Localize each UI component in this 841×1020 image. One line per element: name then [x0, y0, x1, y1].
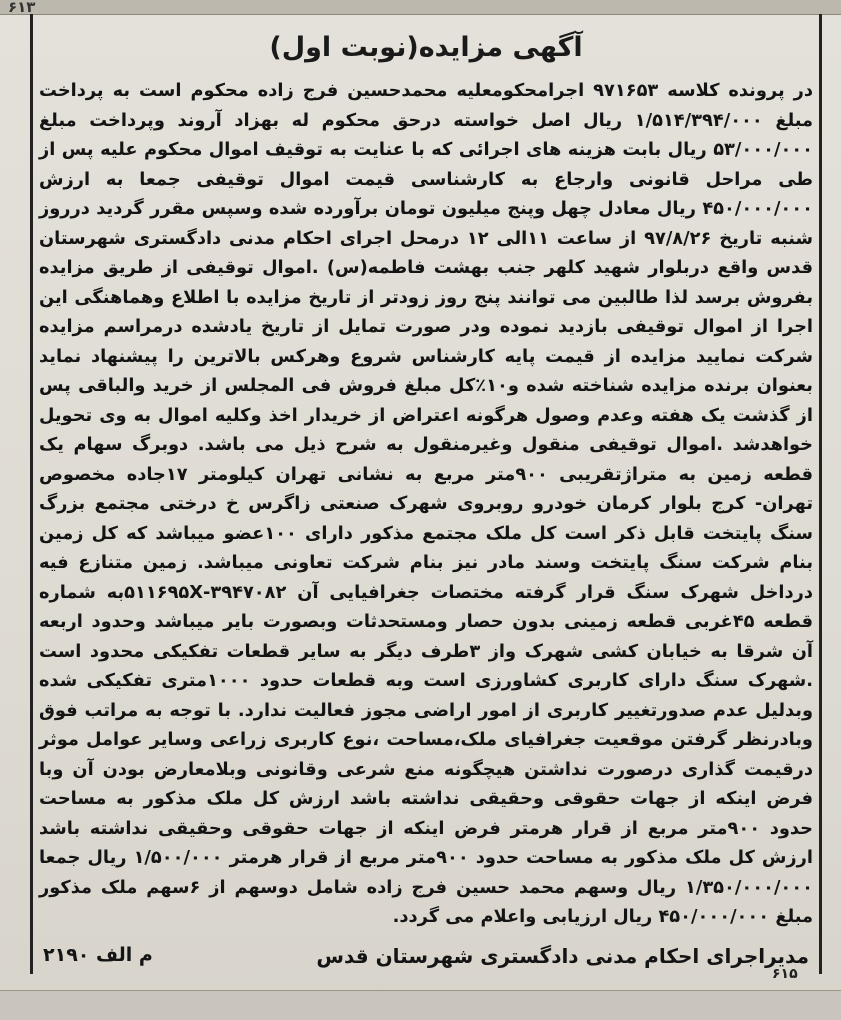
previous-ad-strip	[0, 0, 841, 15]
bottom-page-number: ۶۱۵	[772, 966, 798, 982]
ad-code: م الف ۲۱۹۰	[43, 944, 153, 966]
next-ad-strip	[0, 990, 841, 1020]
top-page-number: ۶۱۳	[8, 0, 36, 16]
signature-line: مدیراجرای احکام مدنی دادگستری شهرستان قدس	[316, 944, 809, 968]
notice-footer	[43, 944, 809, 974]
notice-body: در پرونده کلاسه ۹۷۱۶۵۳ اجرامحکومعلیه محمدحسین فرج زاده محکوم است به پرداخت مبلغ ۱/۵۱۴/۳۹۴/۰۰۰ ریال اصل خواسته درحق محکوم له بهزاد آروند وپرداخت مبلغ ۵۳/۰۰۰/۰۰۰ ریال بابت هزینه های اجرائی که با عنایت به توقیف اموال محکوم علیه پس از طی مراحل قانونی وارجاع به کارشناسی قیمت اموال توقیفی جمعا به ارزش ۴۵۰/۰۰۰/۰۰۰ ریال معادل چهل وپنج میلیون تومان برآورده شده وسپس مقرر گردید درروز شنبه تاریخ ۹۷/۸/۲۶ از ساعت ۱۱الی ۱۲ درمحل اجرای احکام مدنی دادگستری شهرستان قدس واقع دربلوار شهید کلهر جنب بهشت فاطمه(س) .اموال توقیفی از طریق مزایده بفروش برسد لذا طالبین می توانند پنج روز زودتر از تاریخ مزایده با اطلاع وهماهنگی این اجرا از اموال توقیفی بازدید نموده ودر صورت تمایل از تاریخ یادشده درمراسم مزایده شرکت نمایید مزایده از قیمت پایه کارشناس شروع وهرکس بالاترین را پیشنهاد نماید بعنوان برنده مزایده شناخته شده و۱۰٪کل مبلغ فروش فی المجلس از خرید والباقی پس از گذشت یک هفته وعدم وصول هرگونه اعتراض از خریدار اخذ وکلیه اموال به وی تحویل خواهدشد .اموال توقیفی منقول وغیرمنقول به شرح ذیل می باشد. دوبرگ سهام یک قطعه زمین به متراژتقریبی ۹۰۰متر مربع به نشانی تهران کیلومتر ۱۷جاده مخصوص تهران- کرج بلوار کرمان خودرو روبروی شهرک صنعتی زاگرس خ درختی مجتمع بزرگ سنگ پایتخت قابل ذکر است کل ملک مجتمع مذکور دارای ۱۰۰عضو میباشد که کل زمین بنام شرکت سنگ پایتخت وسند مادر نیز بنام شرکت تعاونی میباشد. زمین متنازع فیه درداخل شهرک سنگ قرار گرفته مختصات جغرافیایی آن ۳۹۴۷۰۸۲-۵۱۱۶۹۵Xبه شماره قطعه ۴۵غربی قطعه زمینی بدون حصار ومستحدثات وبصورت بایر میباشد وحدود اربعه آن شرقا به خیابان کشی شهرک واز ۳طرف دیگر به سایر قطعات تفکیکی محدود است .شهرک سنگ دارای کاربری کشاورزی است وبه قطعات حدود ۱۰۰۰متری تفکیکی شده وبدلیل عدم صدورتغییر کاربری از امور اراضی مجوز فعالیت ندارد. با توجه به مراتب فوق وبادرنظر گرفتن موقعیت جغرافیای ملک،مساحت ،نوع کاربری زراعی وسایر عوامل موثر درقیمت گذاری درصورت نداشتن هیچگونه منع شرعی وقانونی وبلامعارض بودن آن وبا فرض اینکه از جهات حقوقی وحقیقی نداشته باشد ارزش کل ملک مذکور به مساحت حدود ۹۰۰متر مربع از قرار هرمتر فرض اینکه از جهات حقوقی وحقیقی نداشته باشد ارزش کل ملک مذکور به مساحت حدود ۹۰۰متر مربع از قرار هرمتر ۱/۵۰۰/۰۰۰ ریال جمعا ۱/۳۵۰/۰۰۰/۰۰۰ ریال وسهم محمد حسین فرج زاده شامل دوسهم از ۶سهم ملک مذکور مبلغ ۴۵۰/۰۰۰/۰۰۰ ریال ارزیابی واعلام می گردد.	[39, 80, 814, 927]
auction-notice-box	[30, 14, 822, 974]
notice-title: آگهی مزایده(نوبت اول)	[269, 32, 583, 63]
